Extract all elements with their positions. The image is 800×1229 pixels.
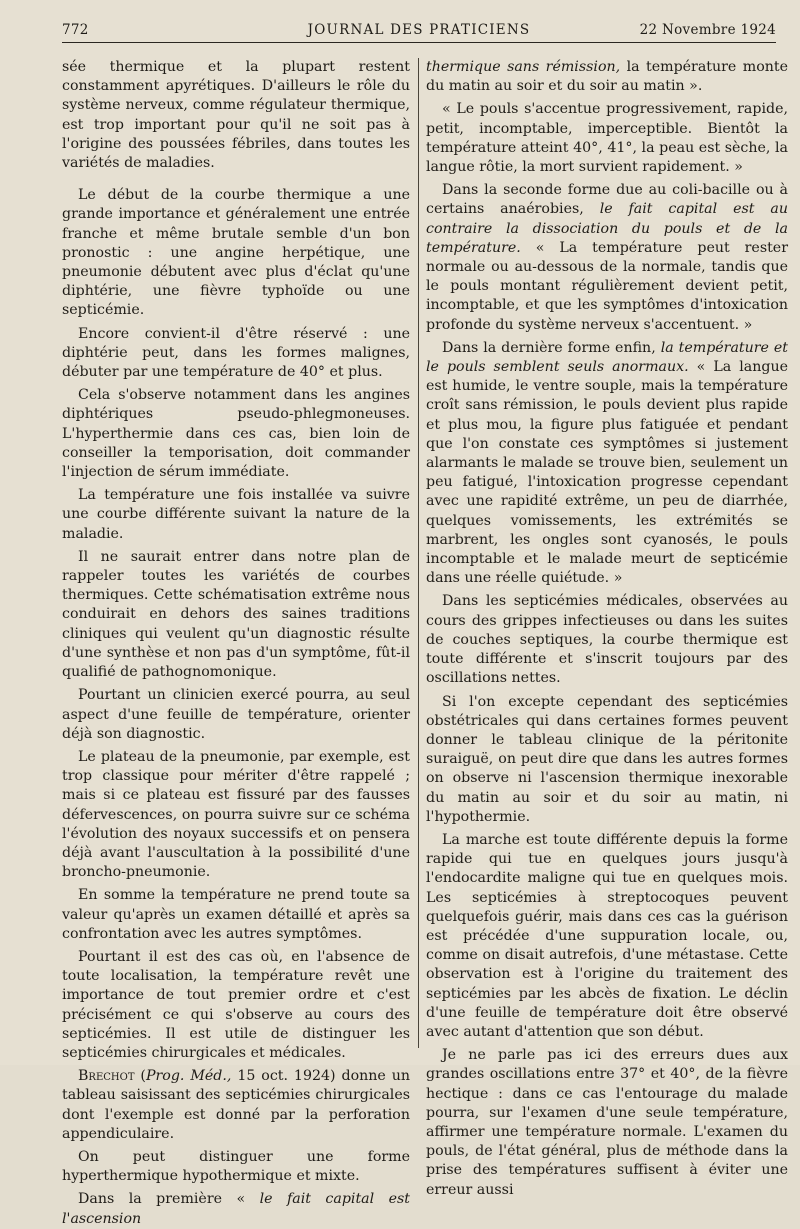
page-number: 772	[62, 22, 89, 38]
paragraph: Le début de la courbe thermique a une grande importance et généralement une entrée franche et même brutale semble d'un bon pronostic : une angine herpétique, une pneumonie débutent avec plus d'éclat qu'une diphtérie, une fièvre typhoïde ou une septicémie.	[62, 187, 410, 319]
paragraph: Le plateau de la pneumonie, par exemple, est trop classique pour mériter d'être rappelé ; mais si ce plateau est fissuré par des fausses défervescences, on pourra suivre sur ce schéma l'évolution des noyaux successifs et on pensera déjà avant l'auscultation à la possibilité d'une broncho-pneumonie.	[62, 748, 410, 881]
journal-title: JOURNAL DES PRATICIENS	[307, 22, 531, 38]
paragraph: Cela s'observe notamment dans les angines diphtériques pseudo-phlegmoneuses. L'hyperthermie dans ces cas, bien loin de conseiller la temporisation, doit commander l'injection de sérum immédiate.	[62, 387, 410, 481]
paragraph: Encore convient-il d'être réservé : une diphtérie peut, dans les formes malignes, débuter par une température de 40° et plus.	[62, 325, 410, 381]
issue-date: 22 Novembre 1924	[639, 22, 776, 38]
paragraph: Pourtant il est des cas où, en l'absence de toute localisation, la température revêt une importance de tout premier ordre et c'est précisément ce qui s'observe au cours des septicémies. Il est utile de distinguer les septicémies chirurgicales et médicales.	[62, 948, 410, 1061]
paragraph: Dans la première « le fait capital est l'ascension	[62, 1191, 411, 1227]
column-divider	[418, 58, 419, 1048]
paragraph: En somme la température ne prend toute sa valeur qu'après un examen détaillé et après sa confrontation avec les autres symptômes.	[62, 887, 410, 942]
paragraph: Pourtant un clinicien exercé pourra, au seul aspect d'une feuille de température, orienter déjà son diagnostic.	[62, 687, 410, 742]
paragraph: La marche est toute différente depuis la forme rapide qui tue en quelques jours jusqu'à l'endocardite maligne qui tue en quelques mois. Les septicémies à streptocoques peuvent quelquefois guérir, mais dans ces cas la guérison est précédée d'une suppuration locale, ou, comme on disait autrefois, d'une métastase. Cette observation est à l'origine du traitement des septicémies par les abcès de fixation. Le déclin d'une feuille de température doit être observé avec autant d'attention que son début.	[426, 831, 788, 1040]
paragraph: Je ne parle pas ici des erreurs dues aux grandes oscillations entre 37° et 40°, de la fièvre hectique : dans ce cas l'entourage du malade pourra, sur l'examen d'une seule température, affirmer une température normale. L'examen du pouls, de l'état général, plus de méthode dans la prise des températures suffisent à éviter une erreur aussi	[426, 1047, 788, 1198]
header-rule	[62, 42, 776, 43]
paragraph: Dans la seconde forme due au coli-bacille ou à certains anaérobies, le fait capital est au contraire la dissociation du pouls et de la température. « La température peut rester normale ou au-dessous de la normale, tandis que le pouls montant régulièrement devient petit, incomptable, et que les symptômes d'intoxication profonde du système nerveux s'accentuent. »	[426, 182, 788, 333]
citation: Prog. Méd.,	[145, 1068, 232, 1085]
left-column	[62, 58, 411, 1227]
right-column	[426, 58, 789, 1198]
paragraph: Si l'on excepte cependant des septicémies obstétricales qui dans certaines formes peuvent donner le tableau clinique de la péritonite suraiguë, on peut dire que dans les autres formes on observe ni l'ascension thermique inexorable du matin au soir et du soir au matin, ni l'hypothermie.	[426, 693, 788, 825]
paragraph: « Le pouls s'accentue progressivement, rapide, petit, incomptable, imperceptible. Bientôt la température atteint 40°, 41°, la peau est sèche, la langue rôtie, la mort survient rapidement. »	[426, 101, 788, 176]
paragraph: On peut distinguer une forme hyperthermique hypothermique et mixte.	[62, 1148, 410, 1185]
author-name: Brechot	[78, 1068, 135, 1085]
paragraph: Il ne saurait entrer dans notre plan de rappeler toutes les variétés de courbes thermiques. Cette schématisation extrême nous conduirait en dehors des saines traditions cliniques qui veulent qu'un diagnostic résulte d'une synthèse et non pas d'un symptôme, fût-il qualifié de pathognomonique.	[62, 548, 410, 681]
paragraph: Brechot (Prog. Méd., 15 oct. 1924) donne un tableau saisissant des septicémies chirurgicales dont l'exemple est donné par la perforation appendiculaire.	[62, 1068, 410, 1142]
paragraph: sée thermique et la plupart restent constamment apyrétiques. D'ailleurs le rôle du système nerveux, comme régulateur thermique, est trop important pour qu'il ne soit pas à l'origine des poussées fébriles, dans toutes les variétés de maladies.	[62, 59, 410, 172]
paragraph: La température une fois installée va suivre une courbe différente suivant la nature de la maladie.	[62, 487, 410, 542]
paragraph: Dans les septicémies médicales, observées au cours des grippes infectieuses ou dans les suites de couches septiques, la courbe thermique est toute différente et s'inscrit toujours par des oscillations nettes.	[426, 593, 788, 687]
paragraph: thermique sans rémission, la température monte du matin au soir et du soir au matin ».	[426, 59, 788, 95]
page-header	[62, 22, 776, 42]
paragraph: Dans la dernière forme enfin, la température et le pouls semblent seuls anormaux. « La langue est humide, le ventre souple, mais la température croît sans rémission, le pouls devient plus rapide et plus mou, la figure plus fatiguée et pendant que l'on constate ces symptômes si justement alarmants le malade se trouve bien, seulement un peu fatigué, l'intoxication progresse cependant avec une rapidité extrême, un peu de diarrhée, quelques vomissements, les extrémités se marbrent, les ongles sont cyanosés, le pouls incomptable et le malade meurt de septicémie dans une réelle quiétude. »	[426, 339, 789, 587]
